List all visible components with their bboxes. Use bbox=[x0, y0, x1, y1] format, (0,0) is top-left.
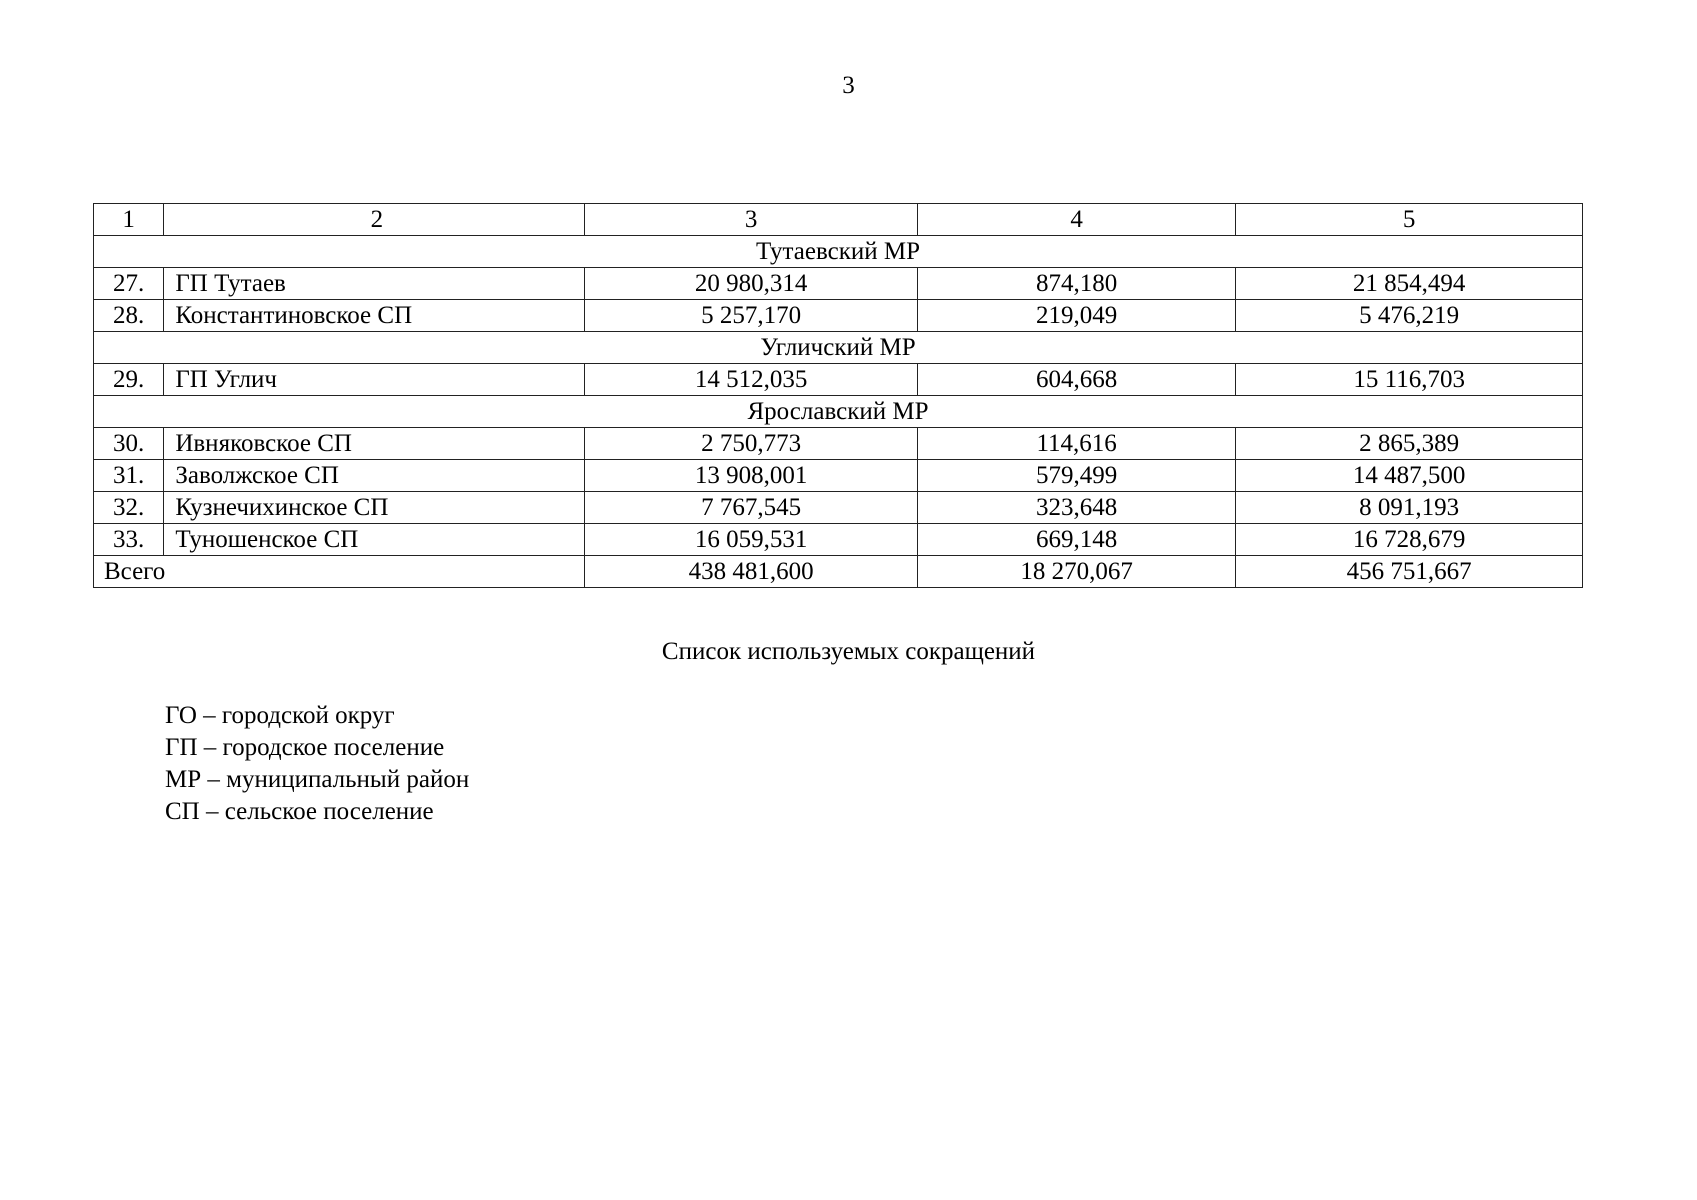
abbreviation-item: СП – сельское поселение bbox=[165, 798, 434, 825]
row-name: Заволжское СП bbox=[164, 460, 585, 492]
row-number: 30. bbox=[94, 428, 164, 460]
group-row bbox=[94, 396, 1583, 428]
header-cell: 3 bbox=[585, 204, 918, 236]
row-value-col4: 323,648 bbox=[917, 492, 1235, 524]
row-value-col5: 2 865,389 bbox=[1236, 428, 1583, 460]
abbreviation-item: МР – муниципальный район bbox=[165, 766, 470, 793]
total-label: Всего bbox=[94, 556, 585, 588]
header-cell: 1 bbox=[94, 204, 164, 236]
row-number: 27. bbox=[94, 268, 164, 300]
row-number: 33. bbox=[94, 524, 164, 556]
row-number: 31. bbox=[94, 460, 164, 492]
table-row bbox=[94, 300, 1583, 332]
row-value-col3: 14 512,035 bbox=[585, 364, 918, 396]
group-row bbox=[94, 236, 1583, 268]
row-number: 32. bbox=[94, 492, 164, 524]
row-value-col5: 16 728,679 bbox=[1236, 524, 1583, 556]
table-row bbox=[94, 460, 1583, 492]
row-value-col4: 219,049 bbox=[917, 300, 1235, 332]
row-number: 28. bbox=[94, 300, 164, 332]
group-title: Угличский МР bbox=[94, 332, 1583, 364]
abbreviations-list bbox=[165, 700, 469, 828]
table-row bbox=[94, 428, 1583, 460]
row-number: 29. bbox=[94, 364, 164, 396]
abbreviation-item: ГО – городской округ bbox=[165, 702, 395, 729]
row-name: ГП Углич bbox=[164, 364, 585, 396]
abbreviation-item: ГП – городское поселение bbox=[165, 734, 445, 761]
group-row bbox=[94, 332, 1583, 364]
page-number: 3 bbox=[842, 72, 855, 99]
row-name: Кузнечихинское СП bbox=[164, 492, 585, 524]
table-row bbox=[94, 524, 1583, 556]
row-value-col3: 5 257,170 bbox=[585, 300, 918, 332]
row-value-col4: 114,616 bbox=[917, 428, 1235, 460]
row-name: ГП Тутаев bbox=[164, 268, 585, 300]
row-value-col4: 669,148 bbox=[917, 524, 1235, 556]
group-title: Ярославский МР bbox=[94, 396, 1583, 428]
row-value-col3: 20 980,314 bbox=[585, 268, 918, 300]
row-value-col3: 16 059,531 bbox=[585, 524, 918, 556]
row-value-col5: 15 116,703 bbox=[1236, 364, 1583, 396]
row-value-col3: 2 750,773 bbox=[585, 428, 918, 460]
row-value-col4: 874,180 bbox=[917, 268, 1235, 300]
row-value-col5: 8 091,193 bbox=[1236, 492, 1583, 524]
row-value-col3: 13 908,001 bbox=[585, 460, 918, 492]
row-name: Туношенское СП bbox=[164, 524, 585, 556]
row-value-col4: 604,668 bbox=[917, 364, 1235, 396]
row-value-col5: 5 476,219 bbox=[1236, 300, 1583, 332]
row-value-col4: 579,499 bbox=[917, 460, 1235, 492]
data-table bbox=[93, 203, 1583, 588]
row-name: Ивняковское СП bbox=[164, 428, 585, 460]
total-value-col4: 18 270,067 bbox=[917, 556, 1235, 588]
row-name: Константиновское СП bbox=[164, 300, 585, 332]
row-value-col5: 14 487,500 bbox=[1236, 460, 1583, 492]
total-value-col3: 438 481,600 bbox=[585, 556, 918, 588]
row-value-col5: 21 854,494 bbox=[1236, 268, 1583, 300]
total-row bbox=[94, 556, 1583, 588]
table-row bbox=[94, 364, 1583, 396]
abbreviations-title: Список используемых сокращений bbox=[661, 638, 1036, 665]
group-title: Тутаевский МР bbox=[94, 236, 1583, 268]
table-header-row bbox=[94, 204, 1583, 236]
row-value-col3: 7 767,545 bbox=[585, 492, 918, 524]
total-value-col5: 456 751,667 bbox=[1236, 556, 1583, 588]
header-cell: 4 bbox=[917, 204, 1235, 236]
header-cell: 2 bbox=[164, 204, 585, 236]
table-row bbox=[94, 492, 1583, 524]
header-cell: 5 bbox=[1236, 204, 1583, 236]
table-row bbox=[94, 268, 1583, 300]
